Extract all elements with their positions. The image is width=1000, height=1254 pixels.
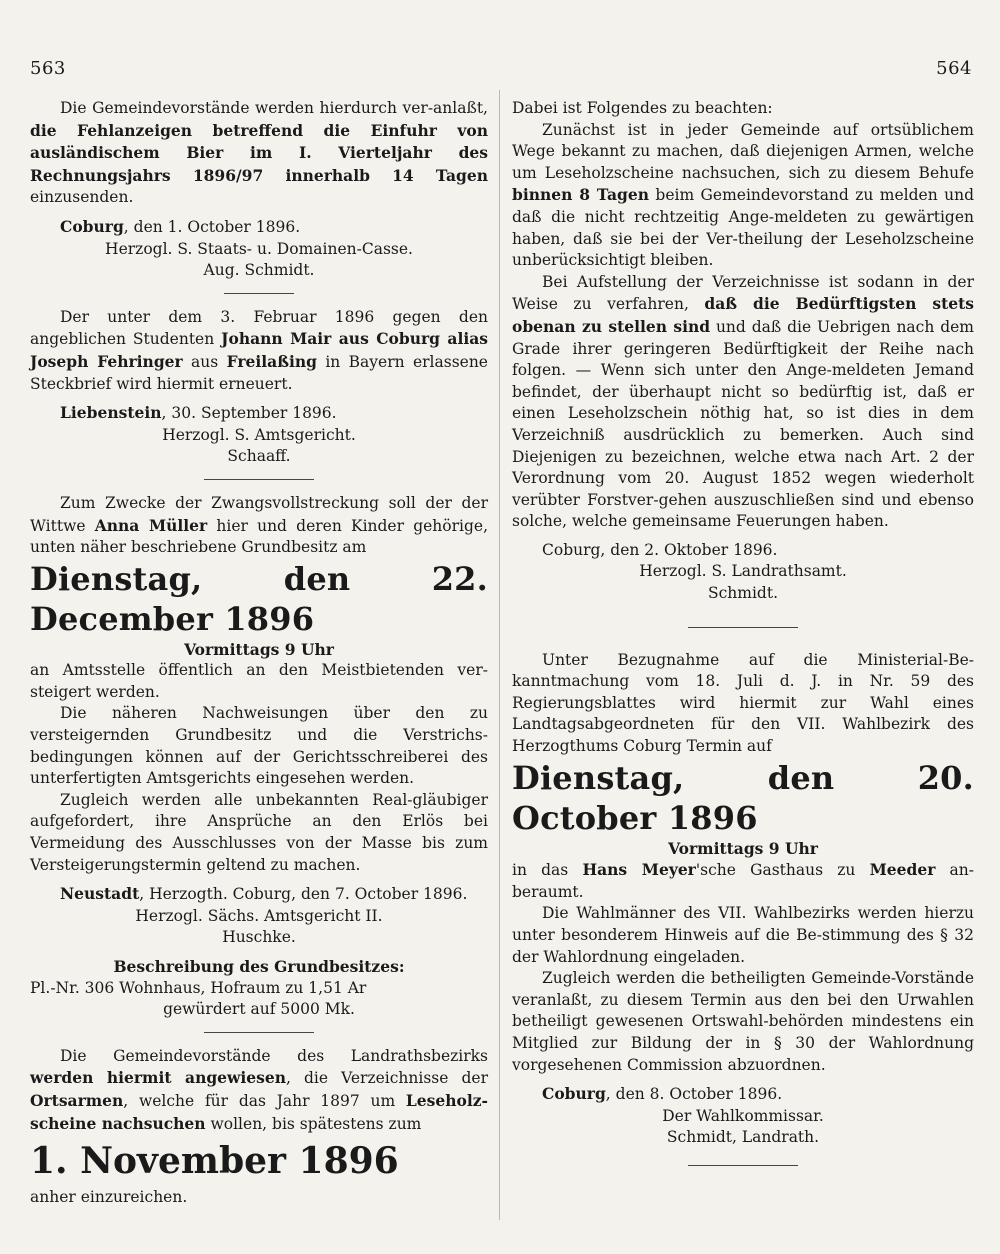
authority: Herzogl. S. Staats- u. Domainen-Casse. [105,239,413,258]
place-date: Neustadt, Herzogth. Coburg, den 7. October 1896. [60,884,468,904]
separator-rule [204,1032,314,1033]
notice-warrant [30,307,488,468]
notice-body: Die Gemeindevorstände des Landrathsbezirks werden hiermit angewiesen, die Verzeichnisse der Ortsarmen, welche für das Jahr 1897 um Leseholz-scheine nachsuchen wollen, bis spätestens zum [30,1046,488,1133]
signer: Huschke. [222,928,296,947]
authority: Herzogl. Sächs. Amtsgericht II. [135,906,383,925]
page-number-right: 564 [936,58,972,79]
separator-rule [204,479,314,480]
notice-paragraph: Zunächst ist in jeder Gemeinde auf ortsüblichem Wege bekannt zu machen, daß diejenigen Armen, welche um Leseholzscheine nachsuchen, sich zu diesem Behufe binnen 8 Tagen beim Gemeindevorstand zu melden und daß die nicht rechtzeitig Ange-meldeten zu gewärtigen haben, daß sie bei der Ver-theilung der Leseholzscheine unberücksichtigt bleiben. [512,120,974,270]
notice-paragraph: Zugleich werden die betheiligten Gemeinde-Vorstände veranlaßt, zu diesem Termin aus den bei den Urwahlen betheiligt gewesenen Ortswahl-behörden mindestens ein Mitglied zur Bildung der in § 30 der Wahlordnung vorgesehenen Commission abzuordnen. [512,969,974,1074]
page-number-left: 563 [30,58,66,79]
right-column [512,98,974,1179]
auction-time: Vormittags 9 Uhr [184,639,334,659]
property-description-line: Pl.-Nr. 306 Wohnhaus, Hofraum zu 1,51 Ar [30,978,367,997]
notice-firewood-lists [30,1046,488,1209]
notice-intro: Dabei ist Folgendes zu beachten: [512,99,773,117]
notice-body-cont: in das Hans Meyer'sche Gasthaus zu Meeder an-beraumt. [512,860,975,901]
notice-paragraph: Die näheren Nachweisungen über den zu versteigernden Grundbesitz und die Verstrichs-bedingungen können auf der Gerichtsschreiberei des unterfertigten Amtsgerichts eingesehen werden. [30,704,488,788]
notice-election [512,650,974,1149]
deadline-headline: 1. November 1896 [30,1140,399,1183]
signer: Schmidt, Landrath. [666,1128,820,1147]
notice-body: Der unter dem 3. Februar 1896 gegen den angeblichen Studenten Johann Mair aus Coburg alias Joseph Fehringer aus Freilaßing in Bayern erlassene Steckbrief wird hiermit erneuert. [30,307,488,393]
left-column [30,98,488,1209]
column-divider [499,90,500,1220]
separator-rule [688,1165,798,1166]
notice-beer-import [30,98,488,282]
separator-rule [224,293,294,294]
separator-rule [688,627,798,628]
authority: Herzogl. S. Amtsgericht. [162,425,356,444]
notice-auction [30,493,488,1021]
place-date: Liebenstein, 30. September 1896. [60,403,337,423]
election-date-headline: Dienstag, den 20. October 1896 [512,758,974,837]
place-date: Coburg, den 2. Oktober 1896. [542,540,778,559]
election-time: Vormittags 9 Uhr [668,838,818,858]
authority: Der Wahlkommissar. [662,1106,824,1125]
signer: Schaaff. [227,447,291,466]
signer: Schmidt. [707,584,778,603]
notice-body-cont: an Amtsstelle öffentlich an den Meistbietenden ver-steigert werden. [30,661,488,701]
notice-body: Die Gemeindevorstände werden hierdurch ver-anlaßt, die Fehlanzeigen betreffend die Einfuhr von ausländischem Bier im I. Vierteljahr des Rechnungsjahrs 1896/97 innerhalb 14 Tagen einzusenden. [30,99,488,207]
signer: Aug. Schmidt. [203,261,315,280]
property-description-title: Beschreibung des Grundbesitzes: [113,957,405,976]
notice-paragraph: Die Wahlmänner des VII. Wahlbezirks werden hierzu unter besonderem Hinweis auf die Be-stimmung des § 32 der Wahlordnung eingeladen. [512,904,974,966]
notice-paragraph: Bei Aufstellung der Verzeichnisse ist sodann in der Weise zu verfahren, daß die Bedürftigsten stets obenan zu stellen sind und daß die Uebrigen nach dem Grade ihrer geringeren Bedürftigkeit der Reihe nach folgen. — Wenn sich unter den Ange-meldeten Jemand befindet, der überhaupt nicht so bedürftig ist, daß er einen Leseholzschein nöthig hat, so ist dies in dem Verzeichniß ausdrücklich zu bemerken. Auch sind Diejenigen zu bezeichnen, welche etwa nach Art. 2 der Verordnung vom 20. August 1852 wegen wiederholt verübter Forstver-gehen auszuschließen sind und ebenso solche, welche gemeinsame Feuerungen haben. [512,272,974,531]
notice-body: Zum Zwecke der Zwangsvollstreckung soll der der Wittwe Anna Müller hier und deren Kinder gehörige, unten näher beschriebene Grundbesitz am [30,493,488,557]
notice-paragraph: Zugleich werden alle unbekannten Real-gläubiger aufgefordert, ihre Ansprüche an den Erlös bei Vermeidung des Ausschlusses von der Masse bis zum Versteigerungstermin geltend zu machen. [30,790,488,874]
authority: Herzogl. S. Landrathsamt. [639,562,847,581]
notice-body-end: anher einzureichen. [30,1188,188,1207]
property-description-value: gewürdert auf 5000 Mk. [163,1000,355,1019]
notice-body: Unter Bezugnahme auf die Ministerial-Be-kanntmachung vom 18. Juli d. J. in Nr. 59 des Regierungsblattes wird hiermit zur Wahl eines Landtagsabgeordneten für den VII. Wahlbezirk des Herzogthums Coburg Termin auf [512,650,974,756]
place-date: Coburg, den 1. October 1896. [60,216,301,236]
place-date: Coburg, den 8. October 1896. [542,1084,783,1104]
notice-firewood-rules [512,98,974,605]
auction-date-headline: Dienstag, den 22. December 1896 [30,559,488,638]
